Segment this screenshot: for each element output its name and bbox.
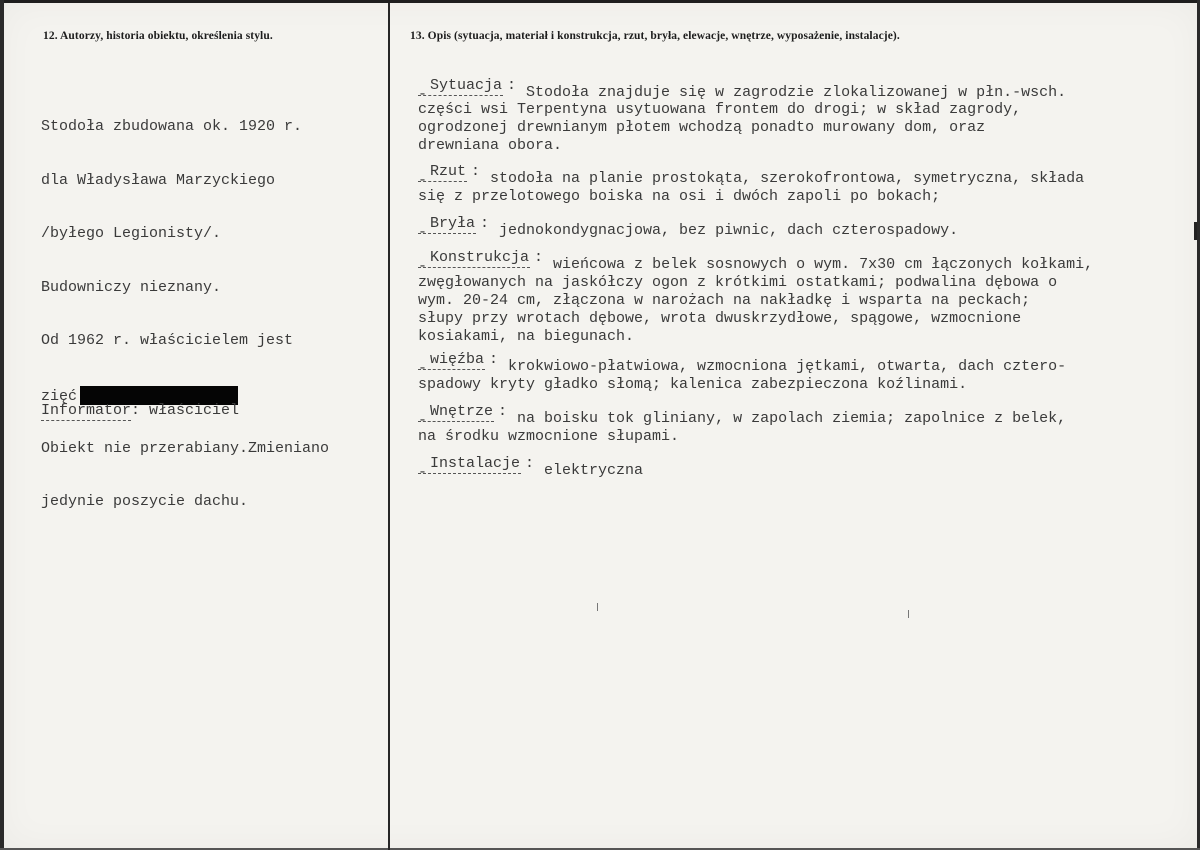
history-text	[41, 82, 329, 547]
section-label: - Konstrukcja	[418, 249, 530, 275]
section-bryla: - Bryła : jednokondygnacjowa, bez piwnic, dach czterospadowy.	[418, 215, 959, 241]
informant-line	[41, 402, 239, 420]
history-line: Obiekt nie przerabiany.Zmieniano	[41, 439, 330, 457]
column-divider	[388, 3, 390, 850]
section-line: spadowy kryty gładko słomą; kalenica zabezpieczona koźlinami.	[418, 376, 968, 393]
history-line: Budowniczy nieznany.	[41, 278, 222, 296]
section-label: - Wnętrze	[418, 403, 494, 429]
history-line: dla Władysława Marzyckiego	[41, 171, 276, 189]
history-line: Od 1962 r. właścicielem jest	[41, 332, 294, 350]
section-label: - Instalacje	[418, 455, 521, 481]
section-rzut: - Rzut : stodoła na planie prostokąta, szerokofrontowa, symetryczna, składa się z przelotowego boiska na osi i dwóch zapoli po bokach;	[418, 163, 1085, 205]
section-line: drewniana obora.	[418, 137, 563, 154]
section-instalacje: - Instalacje : elektryczna	[418, 455, 644, 481]
section-label: - Sytuacja	[418, 77, 503, 103]
section-line: na środku wzmocnione słupami.	[418, 428, 680, 445]
section-line: słupy przy wrotach dębowe, wrota dwuskrzydłowe, spągowe, wzmocnione	[418, 310, 1022, 327]
history-line-text: zięć	[41, 387, 78, 405]
section-label: - więźba	[418, 351, 485, 377]
section-line: krokwiowo-płatwiowa, wzmocniona jętkami, otwarta, dach cztero-	[508, 358, 1067, 375]
top-edge	[0, 0, 1200, 3]
history-line-redacted	[41, 386, 329, 404]
section-line: ogrodzonej drewnianym płotem wchodzą ponadto murowany dom, oraz	[418, 119, 986, 136]
section-label: - Rzut	[418, 163, 467, 189]
section-line: Stodoła znajduje się w zagrodzie zlokalizowanej w płn.-wsch.	[526, 84, 1067, 101]
paper-speck	[908, 610, 909, 618]
section-line: stodoła na planie prostokąta, szerokofrontowa, symetryczna, składa	[490, 170, 1085, 187]
section-wnetrze: - Wnętrze : na boisku tok gliniany, w zapolach ziemia; zapolnice z belek, na środku wzmocnione słupami.	[418, 403, 1067, 445]
left-edge	[0, 0, 4, 850]
section-line: wieńcowa z belek sosnowych o wym. 7x30 cm łączonych kołkami,	[553, 256, 1094, 273]
informant-label: Informator	[41, 402, 132, 419]
paper-speck	[597, 603, 598, 611]
history-line: Stodoła zbudowana ok. 1920 r.	[41, 118, 303, 135]
informant-value: : właściciel	[131, 402, 240, 419]
section-12-header: 12. Autorzy, historia obiektu, określenia stylu.	[43, 30, 273, 42]
section-13-header: 13. Opis (sytuacja, materiał i konstrukcja, rzut, bryła, elewacje, wnętrze, wyposażenie, instalacje).	[410, 30, 900, 42]
history-line: jedynie poszycie dachu.	[41, 493, 249, 511]
section-line: jednokondygnacjowa, bez piwnic, dach czterospadowy.	[499, 222, 959, 239]
section-line: elektryczna	[544, 462, 644, 479]
section-line: wym. 20-24 cm, złączona w narożach na nakładkę i wsparta na peckach;	[418, 292, 1031, 309]
section-wiezba: - więźba : krokwiowo-płatwiowa, wzmocniona jętkami, otwarta, dach cztero- spadowy kryty gładko słomą; kalenica zabezpieczona koźlinami.	[418, 351, 1067, 393]
section-sytuacja: - Sytuacja : Stodoła znajduje się w zagrodzie zlokalizowanej w płn.-wsch. części wsi Terpentyna usytuowana frontem do drogi; w skład zagrody, ogrodzonej drewnianym płotem wchodzą ponadto murowany dom, oraz drewniana obora.	[418, 77, 1067, 154]
edge-mark	[1194, 222, 1197, 240]
history-line: /byłego Legionisty/.	[41, 225, 222, 243]
section-label: - Bryła	[418, 215, 476, 241]
section-line: części wsi Terpentyna usytuowana frontem do drogi; w skład zagrody,	[418, 101, 1022, 118]
section-line: kosiakami, na biegunach.	[418, 328, 635, 345]
section-konstrukcja: - Konstrukcja : wieńcowa z belek sosnowych o wym. 7x30 cm łączonych kołkami, zwęgłowanych na jaskółczy ogon z krótkimi ostatkami; podwalina dębowa o wym. 20-24 cm, złączona w narożach na nakładkę i wsparta na peckach; słupy przy wrotach dębowe, wrota dwuskrzydłowe, spągowe, wzmocnione kosiakami, na biegunach.	[418, 249, 1094, 345]
section-line: się z przelotowego boiska na osi i dwóch zapoli po bokach;	[418, 188, 941, 205]
section-line: na boisku tok gliniany, w zapolach ziemia; zapolnice z belek,	[517, 410, 1067, 427]
section-line: zwęgłowanych na jaskółczy ogon z krótkimi ostatkami; podwalina dębowa o	[418, 274, 1058, 291]
